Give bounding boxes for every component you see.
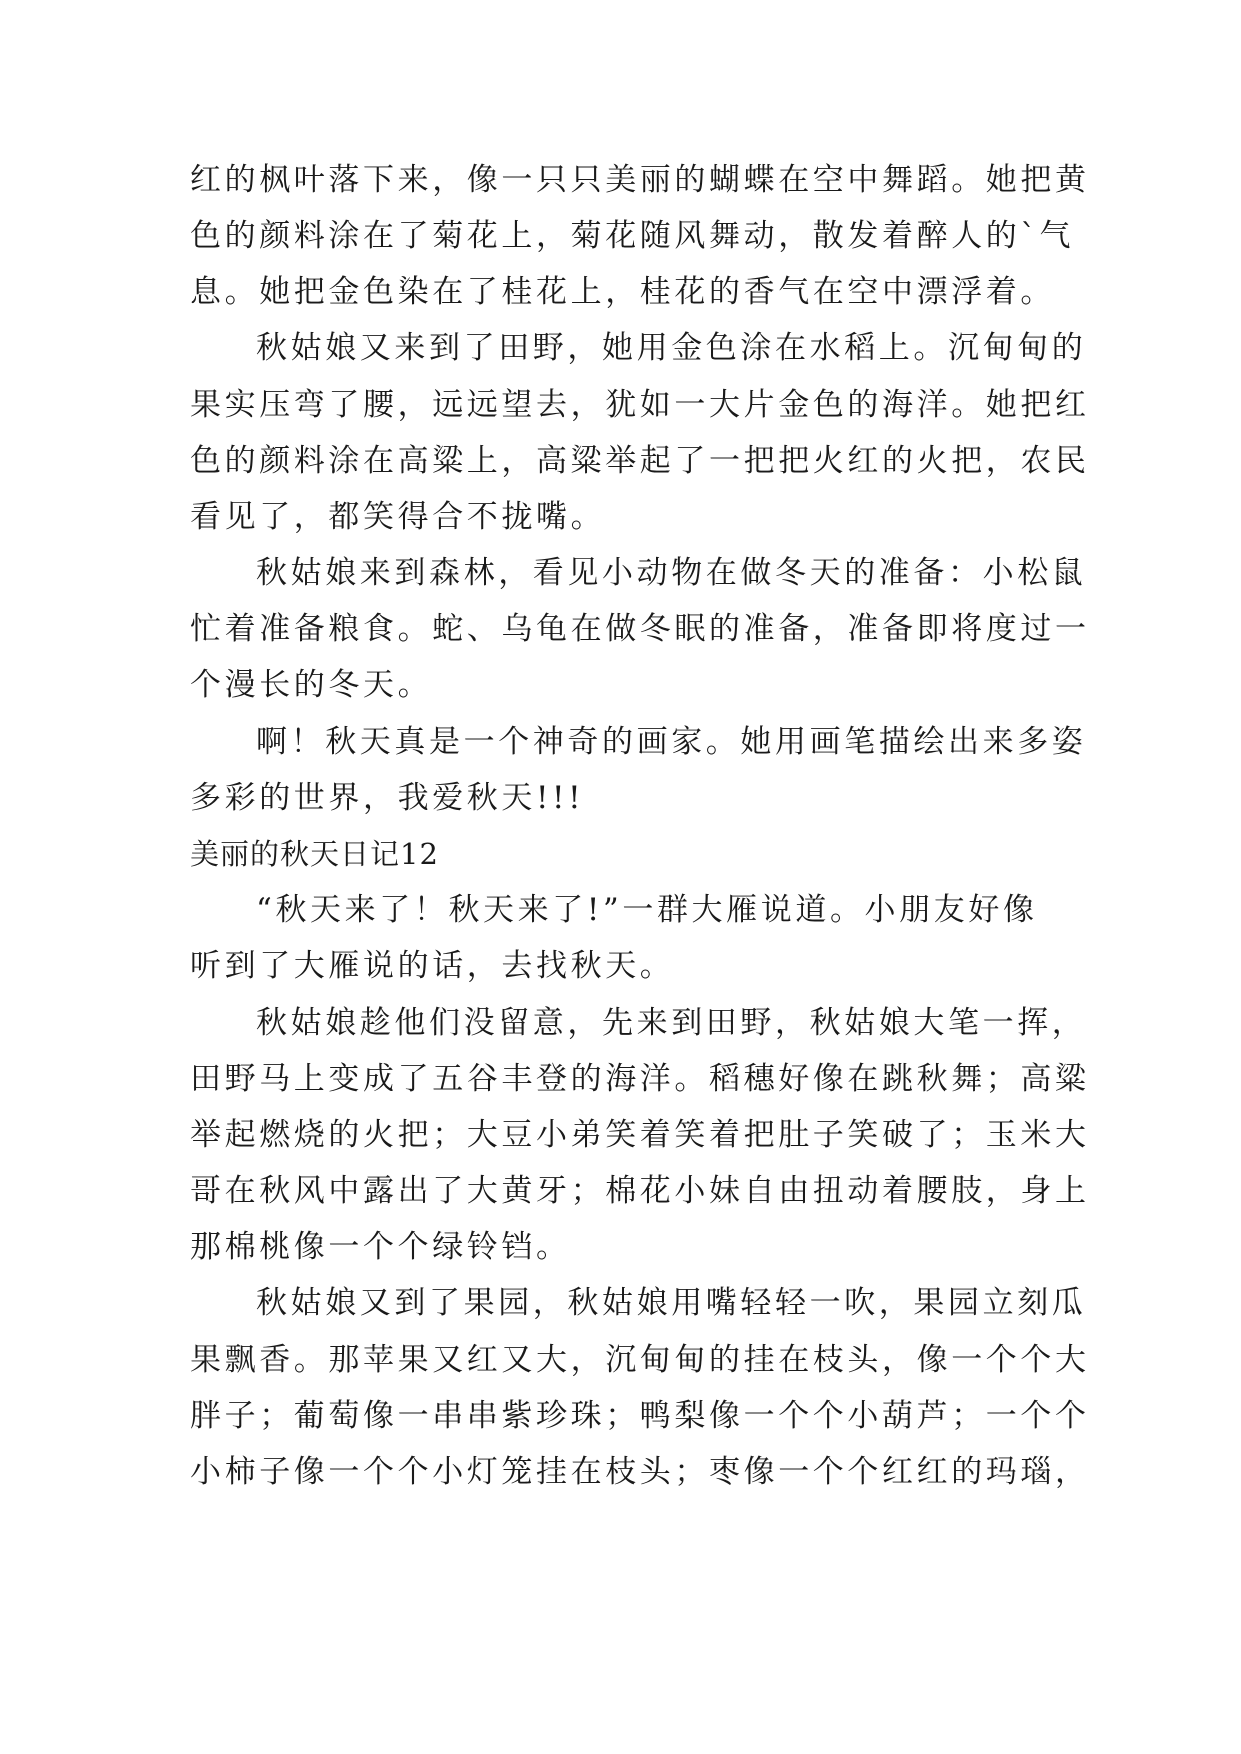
paragraph-start-line: 秋姑娘又到了果园，秋姑娘用嘴轻轻一吹，果园立刻瓜 [256,1285,1087,1321]
text-line: 息。她把金色染在了桂花上，桂花的香气在空中漂浮着。 [190,274,1055,310]
text-line: 忙着准备粮食。蛇、乌龟在做冬眠的准备，准备即将度过一 [190,611,1090,647]
text-line: 看见了，都笑得合不拢嘴。 [190,499,606,535]
text-line: 哥在秋风中露出了大黄牙；棉花小妹自由扭动着腰肢，身上 [190,1173,1090,1209]
text-line: 听到了大雁说的话，去找秋天。 [190,948,675,984]
text-line: 果实压弯了腰，远远望去，犹如一大片金色的海洋。她把红 [190,387,1090,423]
text-line: 田野马上变成了五谷丰登的海洋。稻穗好像在跳秋舞；高粱 [190,1061,1090,1097]
paragraph-start-line: 秋姑娘又来到了田野，她用金色涂在水稻上。沉甸甸的 [256,330,1087,366]
paragraph-start-line: 秋姑娘来到森林，看见小动物在做冬天的准备：小松鼠 [256,555,1087,591]
text-line: 色的颜料涂在高粱上，高粱举起了一把把火红的火把，农民 [190,443,1090,479]
text-line: 胖子；葡萄像一串串紫珍珠；鸭梨像一个个小葫芦；一个个 [190,1398,1090,1434]
section-heading: 美丽的秋天日记12 [190,837,439,871]
paragraph-start-line: 啊！秋天真是一个神奇的画家。她用画笔描绘出来多姿 [256,724,1087,760]
text-line: 举起燃烧的火把；大豆小弟笑着笑着把肚子笑破了；玉米大 [190,1117,1090,1153]
text-line: 多彩的世界，我爱秋天!!! [190,780,585,816]
text-line: 那棉桃像一个个绿铃铛。 [190,1229,571,1265]
text-line: 红的枫叶落下来，像一只只美丽的蝴蝶在空中舞蹈。她把黄 [190,162,1090,198]
paragraph-start-line: 秋姑娘趁他们没留意，先来到田野，秋姑娘大笔一挥， [256,1005,1087,1041]
text-line: 果飘香。那苹果又红又大，沉甸甸的挂在枝头，像一个个大 [190,1342,1090,1378]
text-line: 小柿子像一个个小灯笼挂在枝头；枣像一个个红红的玛瑙， [190,1454,1090,1490]
paragraph-start-line: “秋天来了！秋天来了!”一群大雁说道。小朋友好像 [256,892,1038,928]
text-line: 色的颜料涂在了菊花上，菊花随风舞动，散发着醉人的`气 [190,218,1075,254]
text-line: 个漫长的冬天。 [190,667,433,703]
